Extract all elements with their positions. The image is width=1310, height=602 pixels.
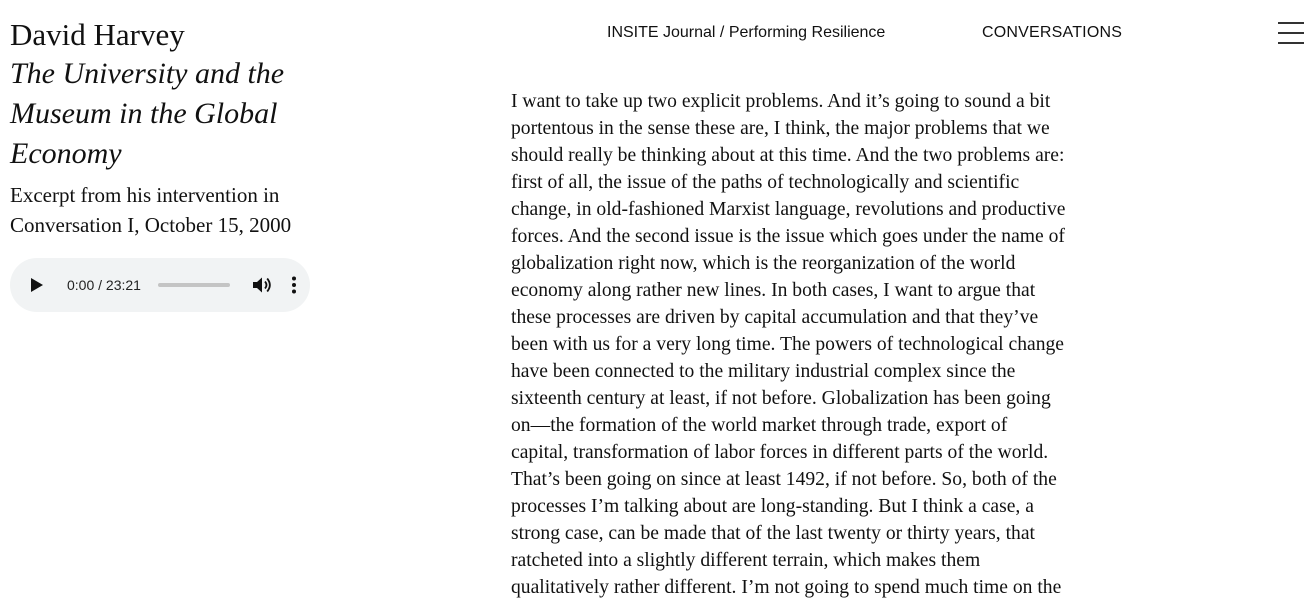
sidebar (10, 16, 320, 240)
excerpt-line: Excerpt from his intervention in (10, 183, 280, 207)
article-title-line: The University and the (10, 57, 285, 90)
article-line: have been connected to the military industrial complex since the (511, 361, 1016, 382)
article-line: processes I’m talking about are long-standing. But I think a case, a (511, 496, 1034, 517)
article-line: globalization right now, which is the reorganization of the world (511, 253, 1016, 274)
article-line: ratcheted into a slightly different terrain, which makes them (511, 550, 981, 571)
play-icon[interactable] (30, 277, 44, 293)
conversations-link[interactable]: CONVERSATIONS (982, 24, 1123, 41)
time-display: 0:00 / 23:21 (67, 277, 141, 293)
article-line: these processes are driven by capital accumulation and that they’ve (511, 307, 1039, 328)
audio-player (10, 258, 310, 312)
article-line: strong case, can be made that of the last twenty or thirty years, that (511, 523, 1035, 544)
hamburger-menu-icon[interactable] (1278, 22, 1304, 44)
article-line: capital, transformation of labor forces in different parts of the world. (511, 442, 1049, 463)
article-title-line: Museum in the Global (10, 97, 278, 130)
article-line: should really be thinking about at this time. And the two problems are: (511, 145, 1065, 166)
article-line: forces. And the second issue is the issue which goes under the name of (511, 226, 1065, 247)
article-line: I want to take up two explicit problems. And it’s going to sound a bit (511, 91, 1051, 112)
article-line: That’s been going on since at least 1492, if not before. So, both of the (511, 469, 1057, 490)
seek-slider[interactable] (158, 283, 230, 287)
article-title-line: Economy (10, 137, 122, 170)
article-line: qualitatively rather different. I’m not going to spend much time on the (511, 577, 1062, 598)
article-line: on—the formation of the world market through trade, export of (511, 415, 1008, 436)
excerpt-line: Conversation I, October 15, 2000 (10, 213, 292, 237)
article-body (511, 88, 1127, 601)
article-line: change, in old-fashioned Marxist language, revolutions and productive (511, 199, 1066, 220)
article-line: portentous in the sense these are, I think, the major problems that we (511, 118, 1050, 139)
author-name: David Harvey (10, 17, 185, 52)
volume-icon[interactable] (252, 276, 272, 294)
more-options-icon[interactable] (286, 275, 302, 295)
article-line: first of all, the issue of the paths of technologically and scientific (511, 172, 1020, 193)
breadcrumb-link[interactable]: INSITE Journal / Performing Resilience (607, 24, 886, 41)
article-title (10, 54, 320, 174)
article-line: economy along rather new lines. In both cases, I want to argue that (511, 280, 1036, 301)
article-line: been with us for a very long time. The powers of technological change (511, 334, 1064, 355)
article-line: sixteenth century at least, if not before. Globalization has been going (511, 388, 1051, 409)
excerpt-caption (10, 180, 320, 240)
